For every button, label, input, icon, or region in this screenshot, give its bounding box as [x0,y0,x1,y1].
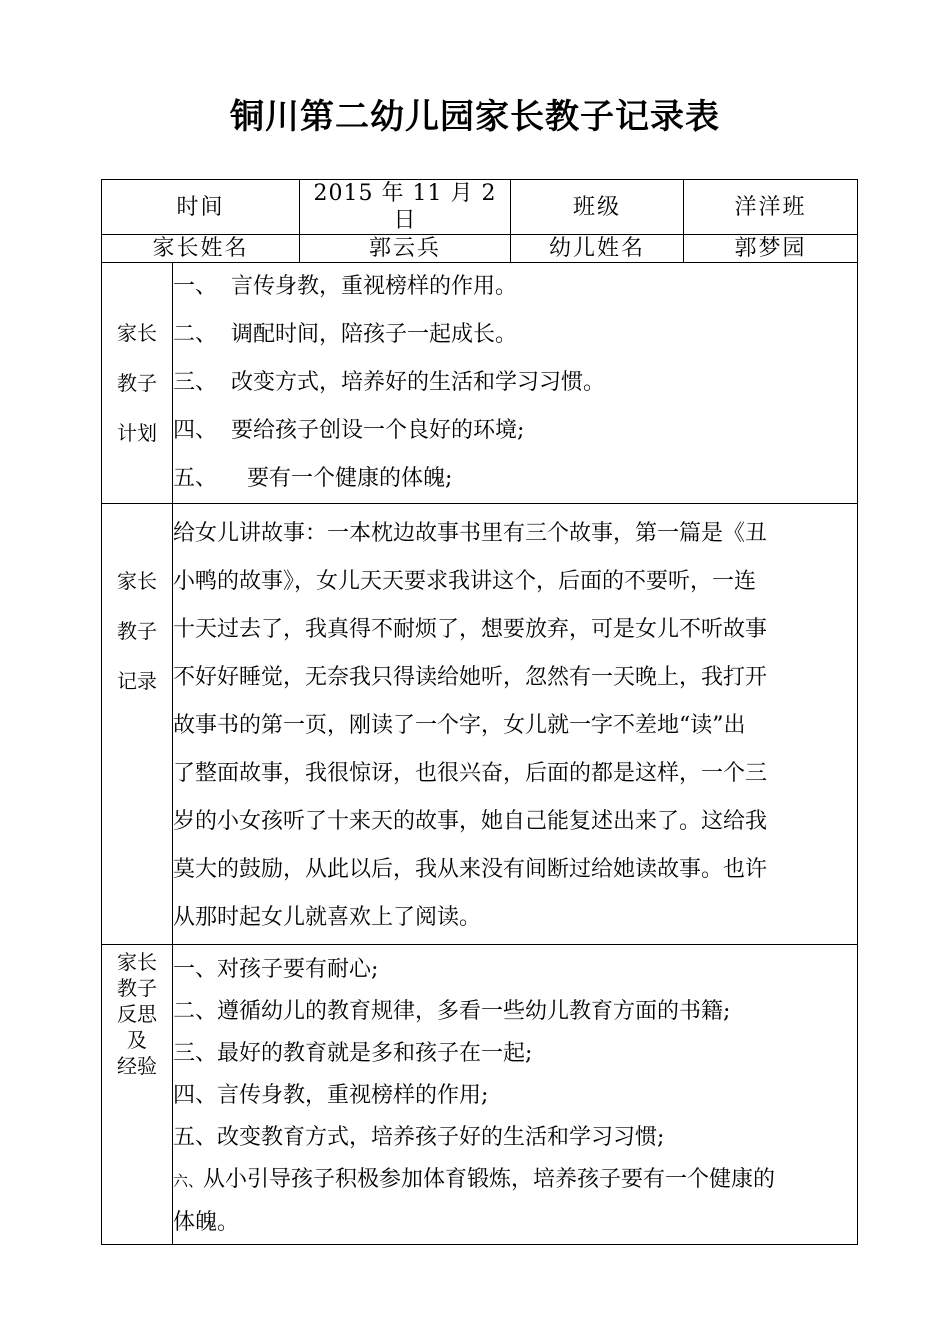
header-row-names [102,235,858,263]
plan-item: 四、 要给孩子创设一个良好的环境; [173,418,525,443]
reflection-item: 五、改变教育方式，培养孩子好的生活和学习习惯; [173,1125,665,1150]
plan-item: 三、 改变方式，培养好的生活和学习习惯。 [173,370,606,395]
plan-item: 二、 调配时间，陪孩子一起成长。 [173,322,518,347]
reflection-item-continued: 体魄。 [173,1210,240,1235]
record-line: 给女儿讲故事：一本枕边故事书里有三个故事，第一篇是《丑 [173,521,768,546]
reflection-row [102,945,858,1245]
reflection-label: 家长 教子 反思 及 经验 [102,945,173,1245]
parent-name-label: 家长姓名 [102,235,300,263]
record-line: 十天过去了，我真得不耐烦了，想要放弃，可是女儿不听故事 [173,617,768,642]
record-line: 了整面故事，我很惊讶，也很兴奋，后面的都是这样，一个三 [173,761,768,786]
record-line: 小鸭的故事》，女儿天天要求我讲这个，后面的不要听，一连 [173,569,757,594]
record-line: 故事书的第一页，刚读了一个字，女儿就一字不差地“读”出 [173,713,746,738]
child-name-value: 郭梦园 [684,235,858,263]
record-line: 莫大的鼓励，从此以后，我从来没有间断过给她读故事。也许 [173,857,768,882]
reflection-item: 三、最好的教育就是多和孩子在一起; [173,1041,533,1066]
record-line: 从那时起女儿就喜欢上了阅读。 [173,905,482,930]
record-table [101,179,858,1245]
reflection-item: 一、对孩子要有耐心; [173,957,379,982]
record-line: 岁的小女孩听了十来天的故事，她自己能复述出来了。这给我 [173,809,768,834]
plan-item: 五、 要有一个健康的体魄; [173,466,453,491]
record-row [102,504,858,945]
time-label: 时间 [102,180,300,235]
record-content [173,504,858,945]
plan-item: 一、 言传身教，重视榜样的作用。 [173,274,518,299]
class-label: 班级 [511,180,684,235]
parent-name-value: 郭云兵 [300,235,511,263]
class-value: 洋洋班 [684,180,858,235]
plan-content [173,263,858,504]
reflection-item: 六、从小引导孩子积极参加体育锻炼，培养孩子要有一个健康的 [173,1167,776,1192]
record-label: 家长 教子 记录 [102,504,173,945]
record-line: 不好好睡觉，无奈我只得读给她听，忽然有一天晚上，我打开 [173,665,768,690]
header-row-time-class [102,180,858,235]
reflection-content [173,945,858,1245]
child-name-label: 幼儿姓名 [511,235,684,263]
time-value: 2015 年 11 月 2 日 [300,180,511,235]
page-title: 铜川第二幼儿园家长教子记录表 [230,97,720,137]
reflection-item: 二、遵循幼儿的教育规律，多看一些幼儿教育方面的书籍; [173,999,731,1024]
plan-label: 家长 教子 计划 [102,263,173,504]
plan-row [102,263,858,504]
reflection-item: 四、言传身教，重视榜样的作用; [173,1083,489,1108]
